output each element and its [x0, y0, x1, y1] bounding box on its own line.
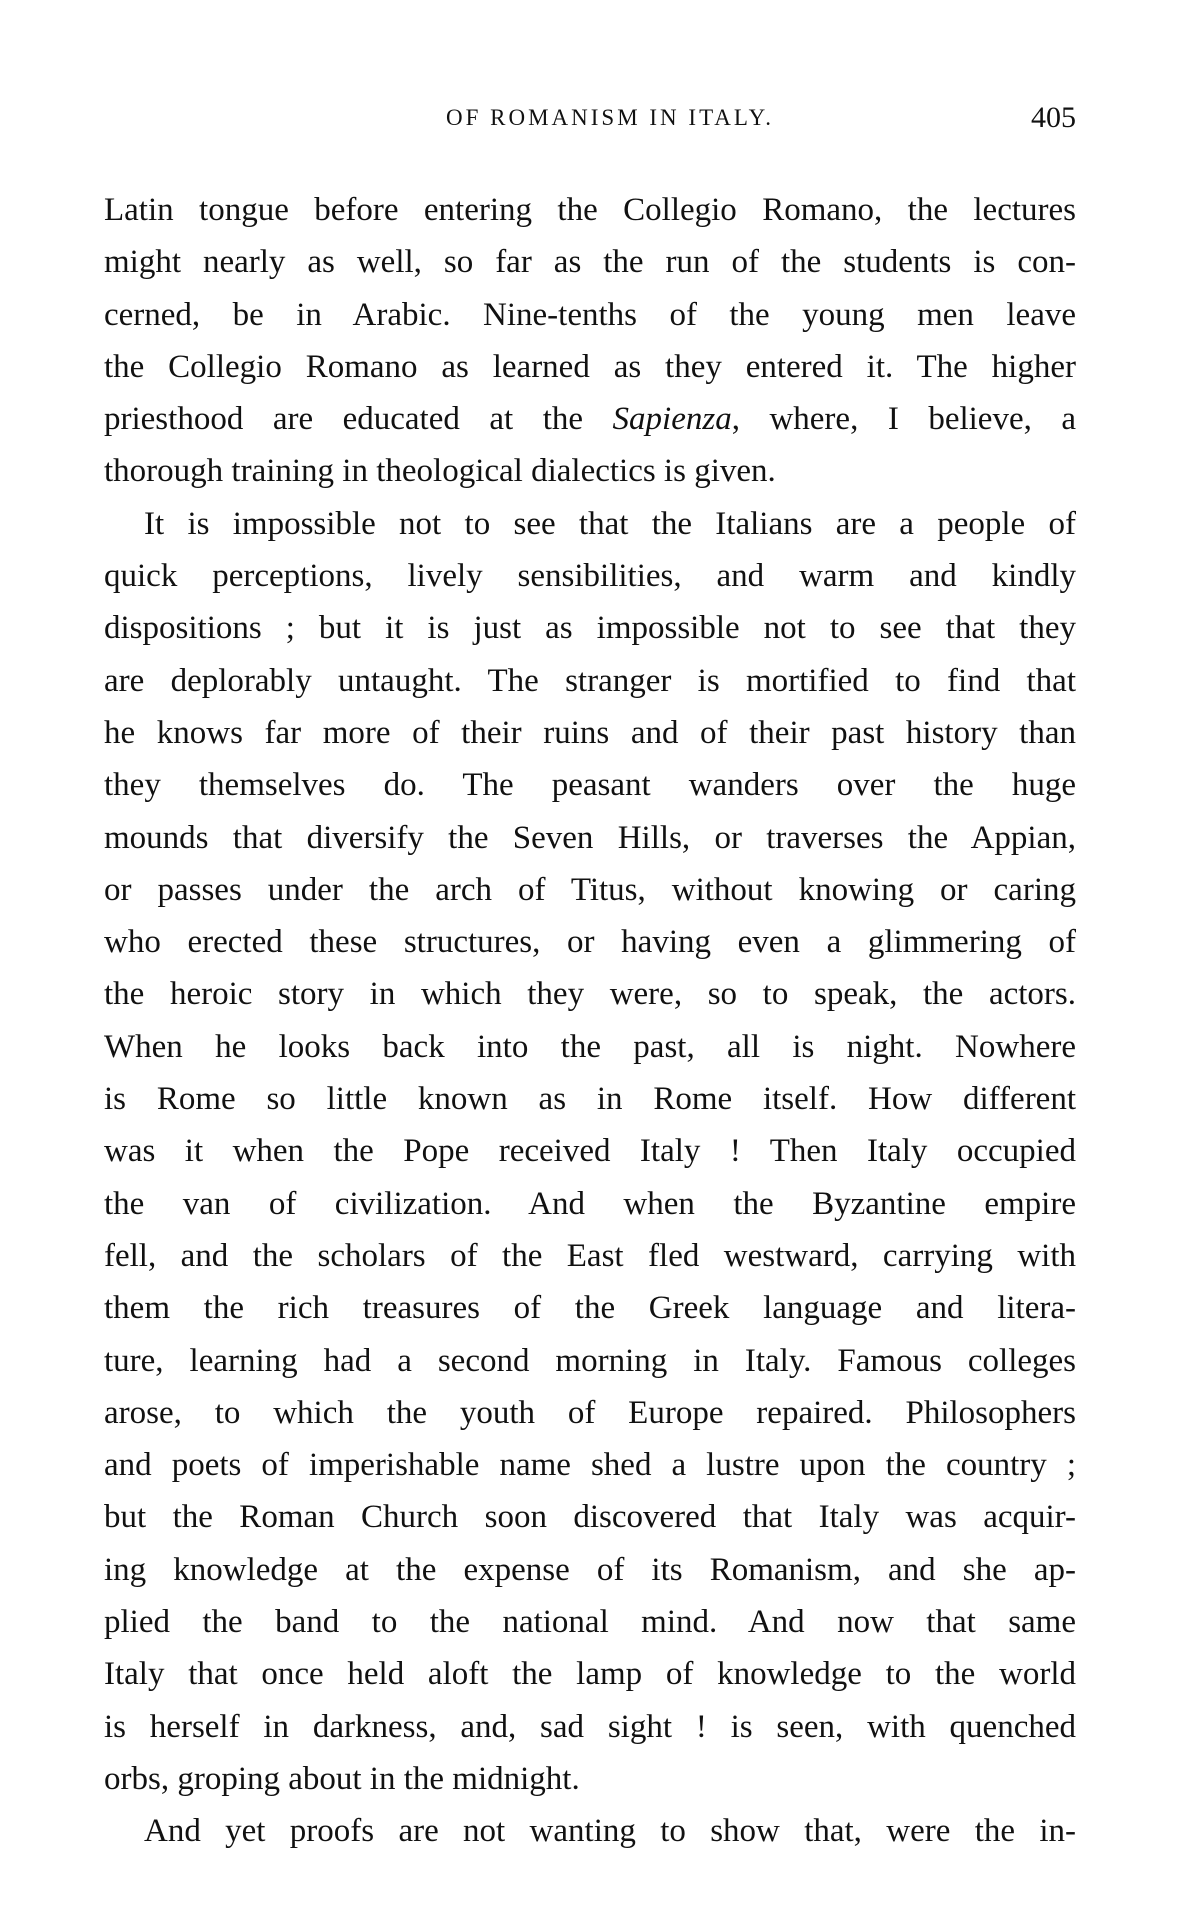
text-line: the van of civilization. And when the Byzantine empire	[104, 1185, 1076, 1222]
text-line: fell, and the scholars of the East fled westward, carrying with	[104, 1237, 1076, 1274]
text-line: And yet proofs are not wanting to show that, were the in-	[144, 1813, 1076, 1850]
text-line: quick perceptions, lively sensibilities, and warm and kindly	[104, 558, 1076, 595]
text-line: but the Roman Church soon discovered that Italy was acquir-	[104, 1499, 1076, 1536]
text-line: mounds that diversify the Seven Hills, or traverses the Appian,	[104, 819, 1076, 856]
text-segment: priesthood are educated at the	[104, 401, 584, 438]
text-line: plied the band to the national mind. And now that same	[104, 1604, 1076, 1641]
text-line: cerned, be in Arabic. Nine-tenths of the young men leave	[104, 296, 1076, 333]
text-line: Italy that once held aloft the lamp of knowledge to the world	[104, 1656, 1076, 1693]
text-line: might nearly as well, so far as the run of the students is con-	[104, 244, 1076, 281]
text-segment: , where, I believe, a	[731, 401, 1077, 438]
italic-term-sapienza: Sapienza	[612, 401, 732, 438]
text-line: they themselves do. The peasant wanders over the huge	[104, 767, 1076, 804]
text-line	[104, 393, 1076, 445]
text-line: is Rome so little known as in Rome itself. How different	[104, 1081, 1076, 1118]
text-line: orbs, groping about in the midnight.	[104, 1760, 580, 1797]
text-line: are deplorably untaught. The stranger is mortified to find that	[104, 662, 1076, 699]
text-line: dispositions ; but it is just as impossible not to see that they	[104, 610, 1076, 647]
text-line: When he looks back into the past, all is night. Nowhere	[104, 1028, 1076, 1065]
text-line: thorough training in theological dialectics is given.	[104, 453, 776, 490]
text-line: or passes under the arch of Titus, without knowing or caring	[104, 871, 1076, 908]
running-head	[104, 98, 1076, 138]
text-line: was it when the Pope received Italy ! Then Italy occupied	[104, 1133, 1076, 1170]
text-line: he knows far more of their ruins and of their past history than	[104, 714, 1076, 751]
text-line: the Collegio Romano as learned as they entered it. The higher	[104, 348, 1076, 385]
text-line: the heroic story in which they were, so to speak, the actors.	[104, 976, 1076, 1013]
text-line: arose, to which the youth of Europe repaired. Philosophers	[104, 1394, 1076, 1431]
text-line: them the rich treasures of the Greek language and litera-	[104, 1290, 1076, 1327]
text-line: ture, learning had a second morning in Italy. Famous colleges	[104, 1342, 1076, 1379]
text-line: It is impossible not to see that the Italians are a people of	[144, 505, 1076, 542]
text-line: and poets of imperishable name shed a lustre upon the country ;	[104, 1447, 1076, 1484]
running-title: OF ROMANISM IN ITALY.	[445, 105, 775, 130]
text-line: Latin tongue before entering the Collegio Romano, the lectures	[104, 192, 1076, 228]
page-number: 405	[1031, 101, 1076, 134]
text-line: who erected these structures, or having even a glimmering of	[104, 924, 1076, 961]
text-line: ing knowledge at the expense of its Romanism, and she ap-	[104, 1551, 1076, 1588]
body-text	[104, 184, 1076, 1858]
text-line: is herself in darkness, and, sad sight ! is seen, with quenched	[104, 1708, 1076, 1745]
